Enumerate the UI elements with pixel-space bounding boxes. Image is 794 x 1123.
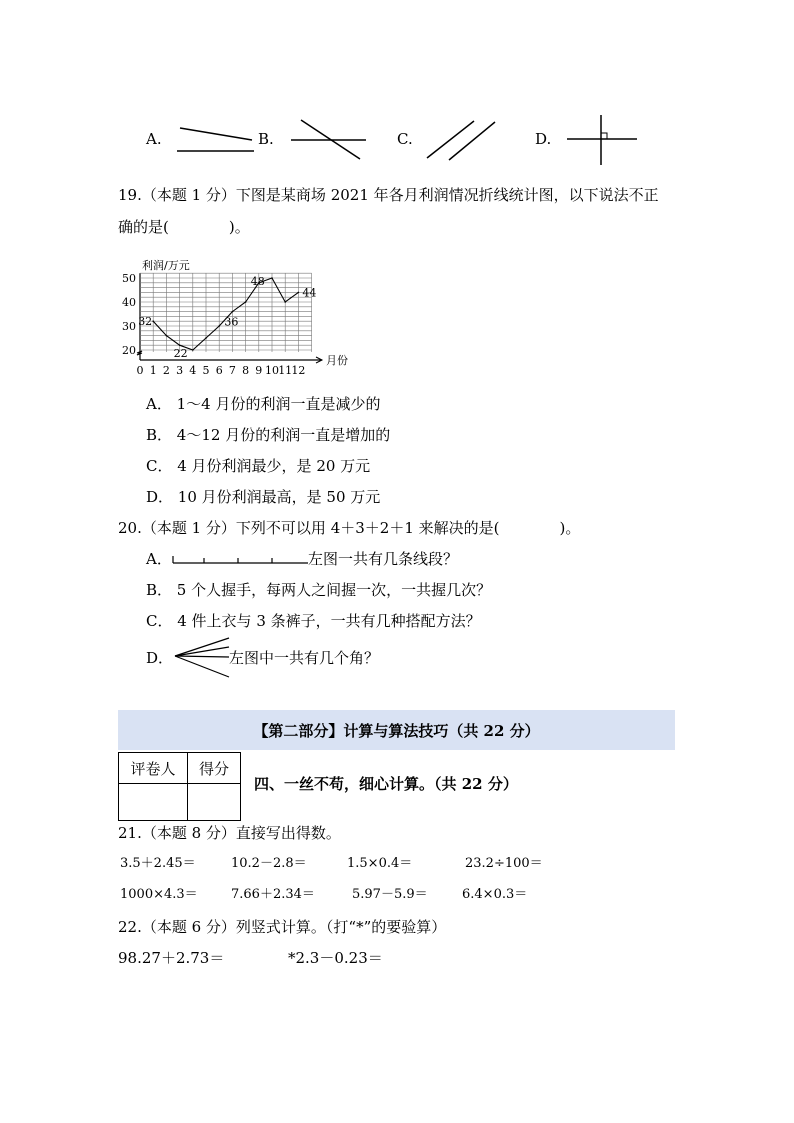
chart-x-tick-label: 9 bbox=[255, 364, 263, 377]
q21-item: 6.4×0.3＝ bbox=[462, 887, 528, 902]
q22-item: *2.3－0.23＝ bbox=[288, 949, 383, 967]
q21-item: 10.2－2.8＝ bbox=[231, 856, 307, 871]
q21-item: 3.5＋2.45＝ bbox=[120, 856, 196, 871]
chart-x-tick-label: 3 bbox=[176, 364, 184, 377]
chart-x-tick-label: 6 bbox=[215, 364, 223, 377]
chart-y-tick-label: 30 bbox=[122, 320, 136, 333]
chart-x-tick-label: 4 bbox=[189, 364, 197, 377]
grader-table bbox=[118, 752, 241, 821]
q18-option-b-label: B. bbox=[258, 130, 274, 148]
q18-option-d-label: D. bbox=[535, 130, 552, 148]
grader-header-score: 得分 bbox=[188, 753, 241, 784]
section4-heading: 四、一丝不苟，细心计算。（共 22 分） bbox=[254, 775, 518, 793]
q21-stem: 21.（本题 8 分）直接写出得数。 bbox=[118, 824, 341, 842]
chart-x-tick-label: 5 bbox=[202, 364, 210, 377]
chart-y-tick-label: 20 bbox=[122, 344, 136, 357]
chart-x-tick-label: 11 bbox=[278, 364, 293, 377]
q19-stem-line2: 确的是( )。 bbox=[118, 218, 250, 236]
chart-y-tick-label: 40 bbox=[122, 296, 136, 309]
q19-option-b: B． 4～12 月份的利润一直是增加的 bbox=[146, 426, 391, 444]
q20-option-b: B． 5 个人握手，每两人之间握一次，一共握几次？ bbox=[146, 581, 492, 599]
q18-option-a-label: A. bbox=[146, 130, 162, 148]
q18-option-c-label: C. bbox=[397, 130, 413, 148]
chart-x-tick-label: 1 bbox=[149, 364, 157, 377]
chart-x-tick-label: 10 bbox=[265, 364, 279, 377]
q22-item: 98.27＋2.73＝ bbox=[118, 949, 225, 967]
q21-item: 23.2÷100＝ bbox=[465, 856, 543, 871]
chart-y-axis-label: 利润/万元 bbox=[142, 259, 190, 273]
q22-stem: 22.（本题 6 分）列竖式计算。（打“*”的要验算） bbox=[118, 918, 447, 936]
q21-item: 7.66＋2.34＝ bbox=[231, 887, 315, 902]
chart-x-tick-label: 2 bbox=[162, 364, 170, 377]
part2-title: 【第二部分】计算与算法技巧（共 22 分） bbox=[253, 721, 540, 740]
chart-x-axis-label: 月份 bbox=[326, 354, 348, 367]
q21-item: 1000×4.3＝ bbox=[120, 887, 198, 902]
chart-x-tick-label: 12 bbox=[291, 364, 306, 377]
q19-option-d: D． 10 月份利润最高，是 50 万元 bbox=[146, 488, 381, 506]
q20-option-c: C． 4 件上衣与 3 条裤子，一共有几种搭配方法？ bbox=[146, 612, 481, 630]
q20-option-d-label: D． bbox=[146, 649, 174, 667]
chart-data-label: 36 bbox=[224, 315, 239, 329]
chart-data-label: 48 bbox=[250, 274, 265, 288]
chart-data-label: 32 bbox=[138, 315, 153, 329]
q20-stem: 20.（本题 1 分）下列不可以用 4＋3＋2＋1 来解决的是( )。 bbox=[118, 519, 581, 537]
grader-score-cell[interactable] bbox=[188, 784, 241, 821]
q19-stem-line1: 19.（本题 1 分）下图是某商场 2021 年各月利润情况折线统计图，以下说法不正 bbox=[118, 186, 659, 204]
chart-x-tick-label: 7 bbox=[228, 364, 236, 377]
chart-data-label: 22 bbox=[173, 347, 188, 361]
q21-item: 5.97－5.9＝ bbox=[352, 887, 428, 902]
q20-option-d-text: 左图中一共有几个角？ bbox=[229, 649, 380, 667]
chart-data-label: 44 bbox=[302, 286, 317, 300]
chart-y-tick-label: 50 bbox=[122, 272, 136, 285]
grader-header-reviewer: 评卷人 bbox=[119, 753, 188, 784]
q21-item: 1.5×0.4＝ bbox=[347, 856, 413, 871]
part2-title-bar bbox=[118, 710, 675, 750]
grader-reviewer-cell[interactable] bbox=[119, 784, 188, 821]
chart-x-tick-label: 8 bbox=[242, 364, 250, 377]
q20-option-a-text: 左图一共有几条线段？ bbox=[308, 550, 459, 568]
q20-option-a-label: A． bbox=[146, 550, 172, 568]
q19-option-c: C． 4 月份利润最少，是 20 万元 bbox=[146, 457, 371, 475]
chart-x-tick-label: 0 bbox=[136, 364, 144, 377]
q19-option-a: A． 1～4 月份的利润一直是减少的 bbox=[146, 395, 381, 413]
